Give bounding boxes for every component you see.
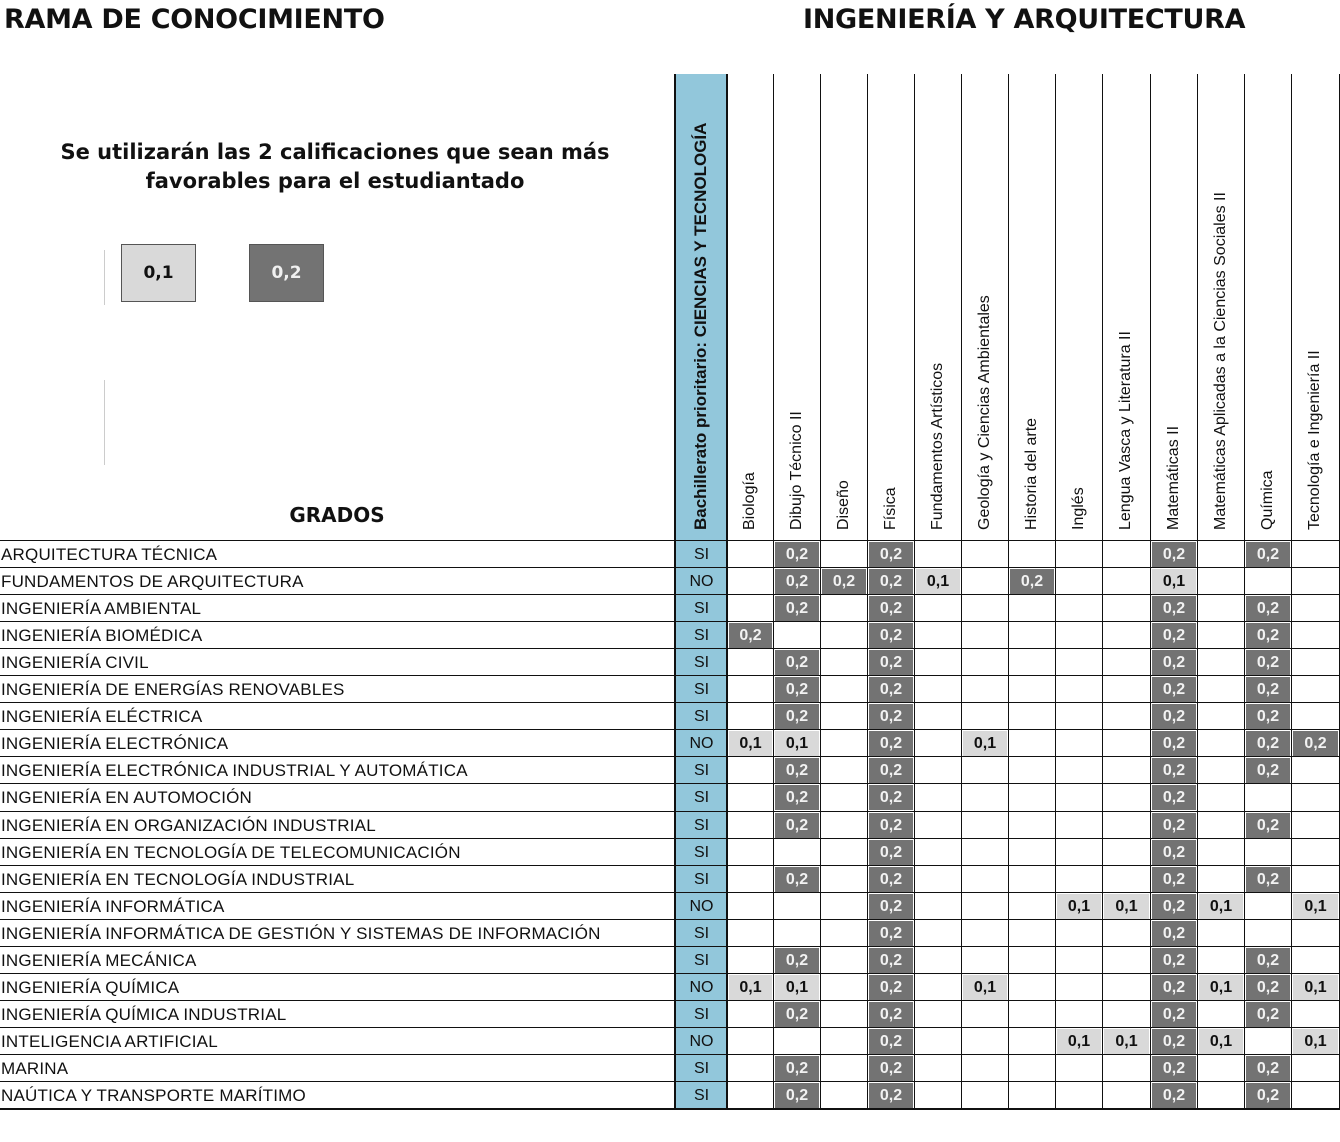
grade-weight-cell: 0,1 [1199, 975, 1243, 1000]
column-header-subject: Historia del arte [1022, 417, 1040, 530]
table-row-label: INGENIERÍA EN AUTOMOCIÓN [1, 788, 253, 808]
grade-weight-cell: 0,2 [1152, 921, 1196, 946]
table-row-label: INGENIERÍA INFORMÁTICA DE GESTIÓN Y SISTEMAS DE INFORMACIÓN [1, 923, 601, 943]
grade-weight-cell: 0,2 [869, 975, 913, 1000]
table-row-bachillerato-flag: NO [689, 735, 714, 753]
grade-weight-cell: 0,2 [869, 840, 913, 865]
column-header-subject: Geología y Ciencias Ambientales [975, 295, 993, 530]
grade-weight-cell: 0,2 [869, 813, 913, 838]
grade-weight-cell: 0,2 [775, 1002, 819, 1027]
table-row-label: INGENIERÍA DE ENERGÍAS RENOVABLES [1, 680, 345, 700]
grade-weight-cell: 0,2 [869, 1083, 913, 1108]
grade-weight-cell: 0,2 [1152, 623, 1196, 648]
grade-weight-cell: 0,2 [1246, 948, 1290, 973]
grade-weight-cell: 0,2 [1293, 731, 1338, 756]
grade-weight-cell: 0,1 [1057, 1029, 1101, 1054]
grade-weight-cell: 0,2 [1246, 596, 1290, 621]
column-header-subject: Inglés [1069, 487, 1087, 530]
grade-weight-cell: 0,2 [1246, 542, 1290, 567]
column-divider [1055, 74, 1056, 1108]
table-row-label: INGENIERÍA QUÍMICA [1, 977, 180, 997]
table-row-bachillerato-flag: SI [693, 870, 710, 888]
grade-weight-cell: 0,1 [729, 975, 772, 1000]
column-header-subject: Tecnología e Ingeniería II [1306, 350, 1323, 530]
table-row-bachillerato-flag: NO [689, 978, 714, 996]
grade-weight-cell: 0,2 [1152, 731, 1196, 756]
row-divider [0, 973, 1340, 974]
table-row-bachillerato-flag: SI [693, 681, 710, 699]
table-row-bachillerato-flag: SI [693, 762, 710, 780]
column-header-subject: Química [1258, 470, 1276, 530]
column-divider [914, 74, 915, 1108]
grade-weight-cell: 0,2 [1152, 975, 1196, 1000]
grade-weight-cell: 0,2 [1246, 813, 1290, 838]
column-header-subject: Biología [741, 472, 758, 530]
table-row-bachillerato-flag: SI [693, 708, 710, 726]
grade-weight-cell: 0,2 [775, 867, 819, 892]
column-header-subject: Fundamentos Artísticos [928, 362, 946, 530]
table-row-label: INGENIERÍA EN TECNOLOGÍA DE TELECOMUNICACIÓN [1, 842, 461, 862]
column-divider [820, 74, 821, 1108]
grade-weight-cell: 0,1 [1293, 1029, 1338, 1054]
grade-weight-cell: 0,2 [1152, 677, 1196, 702]
column-header-bachillerato: Bachillerato prioritario: CIENCIAS Y TECNOLOGÍA [691, 122, 710, 530]
table-row-label: INGENIERÍA EN ORGANIZACIÓN INDUSTRIAL [1, 815, 376, 835]
grade-weight-cell: 0,2 [775, 596, 819, 621]
table-row-label: INGENIERÍA CIVIL [1, 653, 149, 673]
grade-weight-cell: 0,2 [869, 867, 913, 892]
grade-weight-cell: 0,1 [1104, 1029, 1149, 1054]
column-divider [961, 74, 962, 1108]
column-divider [867, 74, 868, 1108]
grade-weight-cell: 0,2 [869, 1029, 913, 1054]
grade-weight-cell: 0,1 [963, 975, 1007, 1000]
legend-swatch-high: 0,2 [249, 244, 324, 302]
grade-weight-cell: 0,2 [1152, 785, 1196, 810]
grade-weight-cell: 0,2 [869, 921, 913, 946]
legend-swatch-low: 0,1 [121, 244, 196, 302]
grade-weight-cell: 0,2 [1010, 569, 1054, 594]
grade-weight-cell: 0,1 [963, 731, 1007, 756]
table-row-label: INGENIERÍA ELECTRÓNICA [1, 734, 229, 754]
table-row-label: NAÚTICA Y TRANSPORTE MARÍTIMO [1, 1086, 306, 1105]
grade-weight-cell: 0,1 [1293, 894, 1338, 919]
grade-weight-cell: 0,2 [1152, 758, 1196, 783]
table-row-label: INGENIERÍA ELECTRÓNICA INDUSTRIAL Y AUTOMÁTICA [1, 761, 468, 781]
grade-weight-cell: 0,2 [775, 542, 819, 567]
grade-weight-cell: 0,1 [1104, 894, 1149, 919]
scoring-note: Se utilizarán las 2 calificaciones que sean más favorables para el estudiantado [60, 140, 610, 193]
column-header-subject: Física [881, 487, 899, 530]
grade-weight-cell: 0,2 [775, 704, 819, 729]
grade-weight-cell: 0,1 [729, 731, 772, 756]
table-row-bachillerato-flag: SI [693, 1087, 710, 1104]
grade-weight-cell: 0,2 [1246, 650, 1290, 675]
grade-weight-cell: 0,2 [869, 650, 913, 675]
column-divider [1150, 74, 1151, 1108]
table-row-label: INGENIERÍA MECÁNICA [1, 950, 197, 970]
grade-weight-cell: 0,2 [775, 758, 819, 783]
grade-weight-cell: 0,2 [775, 785, 819, 810]
table-row-label: INGENIERÍA EN TECNOLOGÍA INDUSTRIAL [1, 869, 355, 889]
column-header-subject: Diseño [834, 480, 852, 530]
column-divider [1102, 74, 1103, 1108]
grade-weight-cell: 0,2 [869, 623, 913, 648]
table-row-label: INTELIGENCIA ARTIFICIAL [1, 1031, 218, 1051]
column-header-subject: Matemáticas II [1164, 425, 1182, 530]
table-row-bachillerato-flag: SI [693, 546, 710, 563]
legend-divider-bottom [104, 380, 105, 465]
table-row-label: ARQUITECTURA TÉCNICA [1, 545, 218, 564]
grade-weight-cell: 0,2 [1246, 1056, 1290, 1081]
table-row-label: INGENIERÍA AMBIENTAL [1, 599, 202, 619]
grade-weight-cell: 0,1 [1199, 1029, 1243, 1054]
table-row-bachillerato-flag: SI [693, 843, 710, 861]
grade-weight-cell: 0,2 [869, 569, 913, 594]
grade-weight-cell: 0,2 [1152, 542, 1196, 567]
grade-weight-cell: 0,2 [729, 623, 772, 648]
grade-weight-cell: 0,1 [775, 975, 819, 1000]
grade-weight-cell: 0,2 [1152, 1083, 1196, 1108]
grade-weight-cell: 0,2 [775, 677, 819, 702]
grade-weight-cell: 0,2 [775, 1083, 819, 1108]
grade-weight-cell: 0,2 [775, 813, 819, 838]
column-divider [1244, 74, 1245, 1108]
grade-weight-cell: 0,2 [1246, 623, 1290, 648]
table-row-bachillerato-flag: SI [693, 1005, 710, 1023]
grade-weight-cell: 0,2 [1246, 677, 1290, 702]
grade-weight-cell: 0,2 [775, 1056, 819, 1081]
grade-weight-cell: 0,2 [869, 596, 913, 621]
column-divider [773, 74, 774, 1108]
grade-weight-cell: 0,2 [1152, 596, 1196, 621]
grade-weight-cell: 0,2 [1246, 1083, 1290, 1108]
grade-weight-cell: 0,2 [1246, 704, 1290, 729]
rama-label: RAMA DE CONOCIMIENTO [4, 4, 385, 35]
grade-weight-cell: 0,2 [1152, 840, 1196, 865]
table-row-label: INGENIERÍA INFORMÁTICA [1, 896, 225, 916]
grade-weight-cell: 0,2 [869, 785, 913, 810]
column-header-subject: Lengua Vasca y Literatura II [1117, 331, 1134, 530]
table-row-bachillerato-flag: NO [689, 897, 714, 915]
table-row-label: INGENIERÍA ELÉCTRICA [1, 707, 203, 727]
grade-weight-cell: 0,2 [1152, 813, 1196, 838]
grade-weight-cell: 0,2 [1246, 975, 1290, 1000]
grade-weight-cell: 0,2 [869, 731, 913, 756]
grade-weight-cell: 0,2 [869, 704, 913, 729]
grade-weight-cell: 0,2 [1152, 894, 1196, 919]
column-header-subject: Matemáticas Aplicadas a la Ciencias Sociales II [1211, 192, 1229, 530]
grade-weight-cell: 0,2 [869, 677, 913, 702]
grade-weight-cell: 0,1 [1199, 894, 1243, 919]
column-header-subject: Dibujo Técnico II [787, 411, 805, 530]
grade-weight-cell: 0,2 [869, 894, 913, 919]
grados-heading: GRADOS [289, 503, 385, 527]
table-row-label: INGENIERÍA BIOMÉDICA [1, 626, 203, 646]
legend-divider-top [104, 250, 105, 305]
grade-weight-cell: 0,2 [775, 948, 819, 973]
grade-weight-cell: 0,2 [1152, 948, 1196, 973]
grade-weight-cell: 0,2 [869, 758, 913, 783]
column-divider [1008, 74, 1009, 1108]
grade-weight-cell: 0,1 [1293, 975, 1338, 1000]
grade-weight-cell: 0,2 [1152, 867, 1196, 892]
table-row-bachillerato-flag: SI [693, 816, 710, 834]
grade-weight-cell: 0,2 [822, 569, 866, 594]
grade-weight-cell: 0,1 [1152, 569, 1196, 594]
grade-weight-cell: 0,2 [869, 1002, 913, 1027]
table-row-label: FUNDAMENTOS DE ARQUITECTURA [1, 572, 304, 592]
table-row-bachillerato-flag: SI [693, 951, 710, 969]
grade-weight-cell: 0,1 [1057, 894, 1101, 919]
grade-weight-cell: 0,2 [869, 542, 913, 567]
grade-weight-cell: 0,2 [1246, 758, 1290, 783]
grade-weight-cell: 0,2 [775, 569, 819, 594]
table-row-bachillerato-flag: SI [693, 1059, 710, 1077]
table-row-label: INGENIERÍA QUÍMICA INDUSTRIAL [1, 1004, 287, 1024]
grade-weight-cell: 0,2 [775, 650, 819, 675]
grade-weight-cell: 0,2 [1246, 867, 1290, 892]
table-row-bachillerato-flag: SI [693, 627, 710, 645]
column-divider [1197, 74, 1198, 1108]
rama-value: INGENIERÍA Y ARQUITECTURA [803, 4, 1246, 35]
grade-weight-cell: 0,1 [775, 731, 819, 756]
grade-weight-cell: 0,2 [1246, 731, 1290, 756]
table-row-bachillerato-flag: NO [689, 573, 714, 591]
grade-weight-cell: 0,2 [1152, 1002, 1196, 1027]
grade-weight-cell: 0,2 [869, 1056, 913, 1081]
grade-weight-cell: 0,2 [1152, 1056, 1196, 1081]
grade-weight-cell: 0,2 [869, 948, 913, 973]
table-row-bachillerato-flag: SI [693, 654, 710, 672]
grade-weight-cell: 0,2 [1246, 1002, 1290, 1027]
table-row-label: MARINA [1, 1058, 69, 1078]
grade-weight-cell: 0,2 [1152, 1029, 1196, 1054]
grade-weight-cell: 0,2 [1152, 704, 1196, 729]
grade-weight-cell: 0,1 [916, 569, 960, 594]
table-row-bachillerato-flag: SI [693, 924, 710, 942]
grade-weight-cell: 0,2 [1152, 650, 1196, 675]
column-divider [1291, 74, 1292, 1108]
table-row-bachillerato-flag: SI [693, 600, 710, 618]
table-row-bachillerato-flag: NO [689, 1032, 714, 1050]
table-row-bachillerato-flag: SI [693, 789, 710, 807]
